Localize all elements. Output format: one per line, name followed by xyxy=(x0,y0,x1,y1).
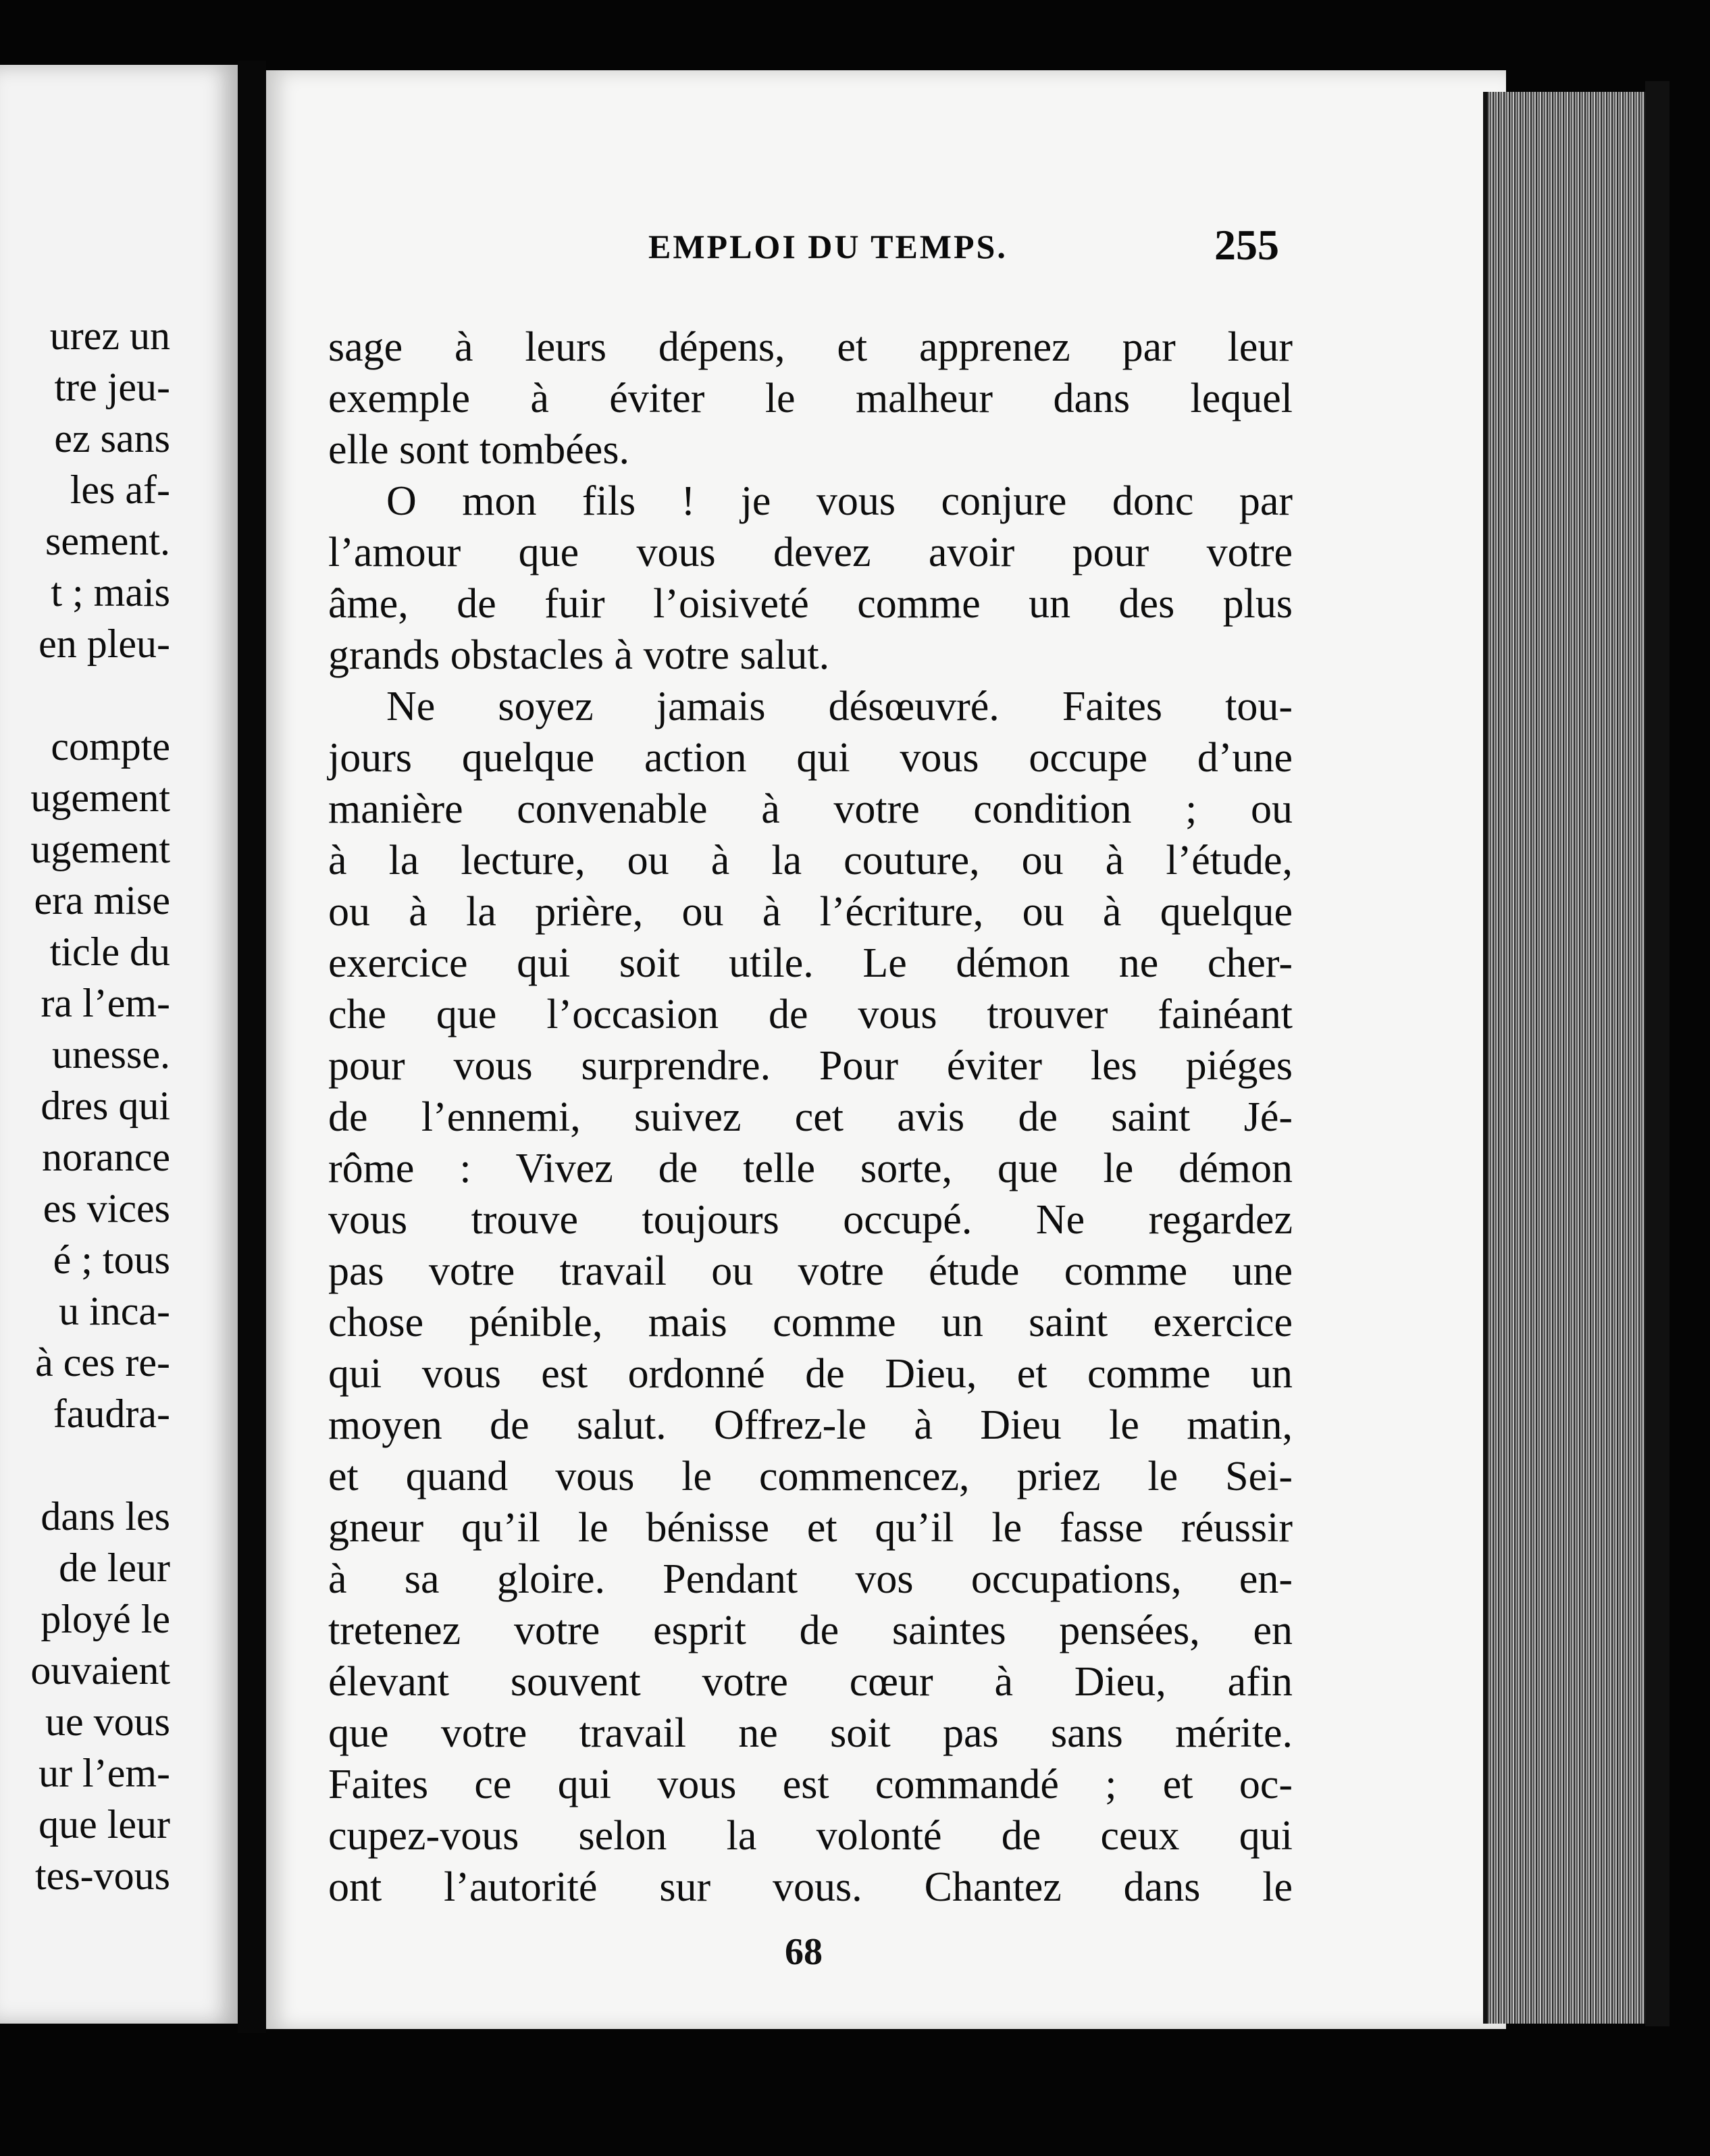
left-page-line: t ; mais xyxy=(51,570,170,615)
body-line: elle sont tombées. xyxy=(328,427,629,473)
left-page-line: en pleu- xyxy=(38,621,170,666)
body-line: Faites ce qui vous est commandé ; et oc- xyxy=(328,1762,1293,1807)
body-line: exemple à éviter le malheur dans lequel xyxy=(328,376,1293,421)
left-page-line: ue vous xyxy=(45,1699,170,1744)
left-page-line: é ; tous xyxy=(53,1237,170,1282)
left-page-line: dres qui xyxy=(41,1083,170,1128)
book-gutter xyxy=(238,61,266,2033)
running-title: EMPLOI DU TEMPS. xyxy=(648,228,1008,265)
left-page-line: faudra- xyxy=(53,1391,170,1436)
left-page-line: tes-vous xyxy=(35,1853,170,1898)
left-page-text-lines xyxy=(0,310,238,1901)
body-line: che que l’occasion de vous trouver fainéant xyxy=(328,992,1293,1037)
body-line: de l’ennemi, suivez cet avis de saint Jé- xyxy=(328,1094,1293,1140)
body-line: tretenez votre esprit de saintes pensées, en xyxy=(328,1608,1293,1653)
left-page-line: era mise xyxy=(34,878,170,923)
left-page-line: ticle du xyxy=(49,929,170,974)
body-line: Ne soyez jamais désœuvré. Faites tou- xyxy=(386,684,1293,729)
book-edge-shadow xyxy=(1645,81,1669,2026)
left-page-line: ugement xyxy=(30,775,170,820)
body-line: jours quelque action qui vous occupe d’une xyxy=(328,735,1293,781)
left-page-line: tre jeu- xyxy=(54,365,170,409)
body-line: l’amour que vous devez avoir pour votre xyxy=(328,530,1293,575)
left-page-line: es vices xyxy=(43,1186,170,1231)
left-page-line: dans les xyxy=(41,1494,170,1539)
body-line: pas votre travail ou votre étude comme une xyxy=(328,1248,1293,1294)
body-line: ont l’autorité sur vous. Chantez dans le xyxy=(328,1864,1293,1910)
body-line: élevant souvent votre cœur à Dieu, afin xyxy=(328,1659,1293,1705)
body-line: sage à leurs dépens, et apprenez par leur xyxy=(328,324,1293,370)
body-text xyxy=(328,322,1293,1913)
left-page-line xyxy=(0,1439,238,1491)
left-page xyxy=(0,65,238,2024)
body-line: âme, de fuir l’oisiveté comme un des plus xyxy=(328,581,1293,627)
left-page-line: ur l’em- xyxy=(38,1751,170,1795)
body-line: à la lecture, ou à la couture, ou à l’étude, xyxy=(328,838,1293,883)
left-page-line: ouvaient xyxy=(30,1648,170,1693)
signature-mark: 68 xyxy=(785,1931,823,1973)
page-number: 255 xyxy=(1214,221,1279,269)
body-line: cupez-vous selon la volonté de ceux qui xyxy=(328,1813,1293,1859)
left-page-line: ployé le xyxy=(41,1597,170,1641)
page-edges xyxy=(1483,92,1649,2024)
body-line: que votre travail ne soit pas sans mérite. xyxy=(328,1710,1293,1756)
body-line: moyen de salut. Offrez-le à Dieu le matin, xyxy=(328,1402,1293,1448)
body-line: pour vous surprendre. Pour éviter les piéges xyxy=(328,1043,1293,1089)
body-line: et quand vous le commencez, priez le Sei- xyxy=(328,1454,1293,1499)
left-page-line: u inca- xyxy=(59,1289,170,1333)
left-page-line: sement. xyxy=(45,519,170,563)
body-line: gneur qu’il le bénisse et qu’il le fasse réussir xyxy=(328,1505,1293,1551)
left-page-line: ugement xyxy=(30,827,170,871)
left-page-line: ra l’em- xyxy=(41,981,170,1025)
left-page-line xyxy=(0,669,238,721)
left-page-line: ez sans xyxy=(54,416,170,461)
left-page-line: norance xyxy=(42,1135,170,1179)
body-line: grands obstacles à votre salut. xyxy=(328,632,830,678)
body-line: qui vous est ordonné de Dieu, et comme un xyxy=(328,1351,1293,1397)
body-line: O mon fils ! je vous conjure donc par xyxy=(386,478,1293,524)
left-page-line: que leur xyxy=(38,1802,170,1847)
body-line: manière convenable à votre condition ; ou xyxy=(328,786,1293,832)
left-page-line: les af- xyxy=(70,467,170,512)
left-page-line: de leur xyxy=(59,1545,170,1590)
body-line: vous trouve toujours occupé. Ne regardez xyxy=(328,1197,1293,1243)
body-line: à sa gloire. Pendant vos occupations, en- xyxy=(328,1556,1293,1602)
body-line: ou à la prière, ou à l’écriture, ou à quelque xyxy=(328,889,1293,935)
body-line: exercice qui soit utile. Le démon ne cher- xyxy=(328,940,1293,986)
left-page-line: urez un xyxy=(49,313,170,358)
body-line: rôme : Vivez de telle sorte, que le démon xyxy=(328,1146,1293,1191)
left-page-line: unesse. xyxy=(52,1032,170,1077)
body-line: chose pénible, mais comme un saint exercice xyxy=(328,1300,1293,1345)
left-page-line: compte xyxy=(51,724,170,769)
left-page-line: à ces re- xyxy=(35,1340,170,1385)
